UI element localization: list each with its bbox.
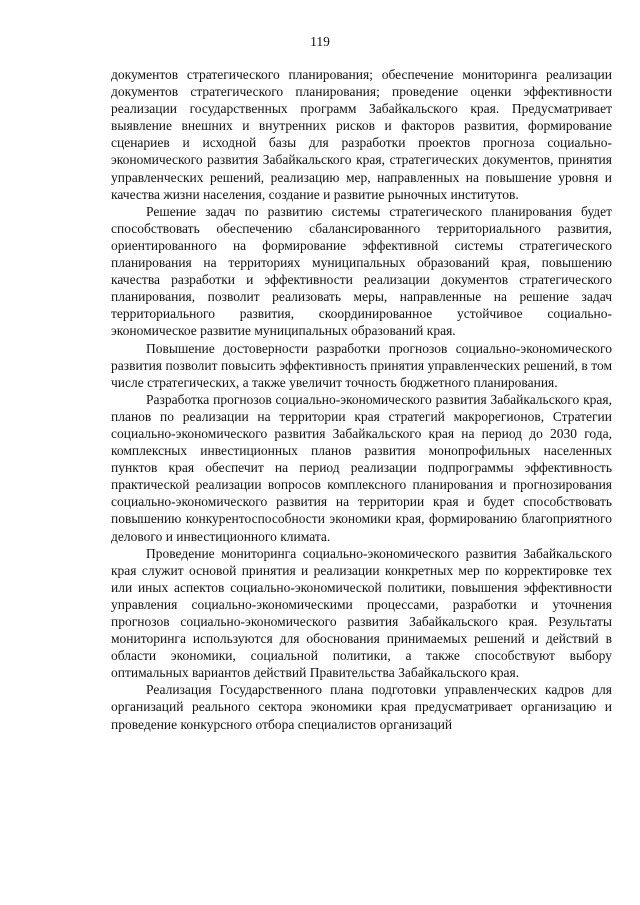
paragraph-forecast-reliability: Повышение достоверности разработки прогнозов социально-экономического развития позволит повысить эффективность принятия управленческих решений, в том числе стратегических, а также увеличит точность бюджетного планирования. (111, 340, 612, 390)
paragraph-monitoring: Проведение мониторинга социально-экономического развития Забайкальского края служит основой принятия и реализации конкретных мер по корректировке тех или иных аспектов социально-экономической политики, повышения эффективности управления социально-экономическими процессами, разработки и уточнения прогнозов социально-экономического развития Забайкальского края. Результаты мониторинга используются для обоснования принимаемых решений и действий в области экономики, социальной политики, а также способствуют выбору оптимальных вариантов действий Правительства Забайкальского края. (111, 545, 612, 681)
paragraph-continuation: документов стратегического планирования; обеспечение мониторинга реализации документов стратегического планирования; проведение оценки эффективности реализации государственных программ Забайкальского края. Предусматривает выявление внешних и внутренних рисков и факторов развития, формирование сценариев и исходной базы для разработки проектов прогноза социально-экономического развития Забайкальского края, стратегических документов, принятия управленческих решений, реализацию мер, направленных на повышение уровня и качества жизни населения, создание и развитие рыночных институтов. (111, 67, 612, 202)
page-number: 119 (310, 34, 330, 49)
page-body (111, 66, 612, 733)
paragraph-forecast-development: Разработка прогнозов социально-экономического развития Забайкальского края, планов по реализации на территории края стратегий макрорегионов, Стратегии социально-экономического развития Забайкальского края на период до 2030 года, комплексных инвестиционных планов развития монопрофильных населенных пунктов края обеспечит на период реализации подпрограммы эффективность практической реализации вопросов комплексного планирования и прогнозирования социально-экономического развития на территории края и будет способствовать повышению конкурентоспособности экономики края, формированию благоприятного делового и инвестиционного климата. (111, 391, 612, 544)
paragraph-management-personnel-plan: Реализация Государственного плана подготовки управленческих кадров для организаций реального сектора экономики края предусматривает организацию и проведение конкурсного отбора специалистов организаций (111, 682, 612, 732)
paragraph-strategic-planning-system: Решение задач по развитию системы стратегического планирования будет способствовать обеспечению сбалансированного территориального развития, ориентированного на формирование эффективной системы стратегического планирования на территориях муниципальных образований края, повышению качества разработки и эффективности реализации документов стратегического планирования, позволит реализовать меры, направленные на решение задач территориального развития, скоординированное устойчивое социально-экономическое развитие муниципальных образований края. (111, 203, 612, 339)
